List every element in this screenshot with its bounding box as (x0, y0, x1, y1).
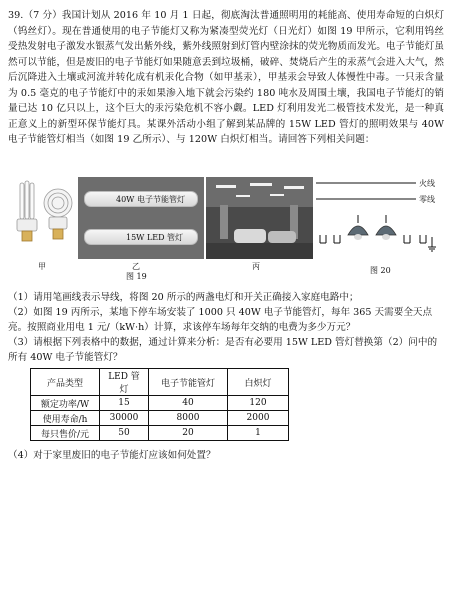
question-text: 我国计划从 2016 年 10 月 1 日起，彻底淘汰普通照明用的耗能高、使用寿命短的白炽灯（钨丝灯）。现在普通使用的电子节能灯又称为紧凑型荧光灯（日光灯）如图 19 甲所示，它利用钨丝受热发射电子激发水银蒸气发出紫外线，紫外线照射到灯管内壁涂抹的荧光物质而发光。电子节能灯虽然可以节能，但是废旧的电子节能灯如果随意丢到垃圾桶，破碎、焚烧后产生的汞蒸气会进入大气，然后沉降进入土壤或河流并转化成有机汞化合物（如甲基汞），甲基汞会导致人体慢性中毒。一只汞含量为 0.5 毫克的电子节能灯中的汞如果渗入地下就会污染约 180 吨水及周围土壤，我国电子节能灯的销量已达 10 亿只以上，这个巨大的汞污染危机不容小觑。LED 灯利用发光二极管技术发光，是一种真正意义上的新型环保节能灯具。某课外活动小组了解到某品牌的 15W LED 管灯的照明效果与 40W 电子节能管灯相当（如图 19 乙所示）、与 120W 白炽灯相当。请回答下列相关问题： (8, 10, 445, 145)
table-cell: 15 (100, 396, 149, 411)
question-number: 39. (8, 10, 24, 21)
table-cell: 20 (149, 426, 228, 441)
figure-label-jia: 甲 (38, 262, 46, 271)
question-points: （7 分） (23, 10, 62, 21)
table-row (31, 426, 289, 441)
figure-20-caption: 图 20 (370, 266, 391, 275)
figure-label-yi: 乙 (132, 262, 140, 271)
figure-label-bing: 丙 (252, 262, 260, 271)
table-row (31, 411, 289, 426)
live-wire-label: 火线 (419, 179, 435, 188)
spec-table (30, 368, 289, 441)
table-cell: 120 (228, 396, 289, 411)
table-header-cell: LED 管灯 (100, 369, 149, 396)
table-cell: 额定功率/W (31, 396, 100, 411)
table-cell: 使用寿命/h (31, 411, 100, 426)
table-header-cell: 电子节能管灯 (149, 369, 228, 396)
table-cell: 8000 (149, 411, 228, 426)
table-cell: 50 (100, 426, 149, 441)
subquestion-1: （1）请用笔画线表示导线，将图 20 所示的两盏电灯和开关正确接入家庭电路中； (8, 292, 359, 303)
table-cell: 每只售价/元 (31, 426, 100, 441)
table-cell: 2000 (228, 411, 289, 426)
table-row (31, 396, 289, 411)
table-header-cell: 产品类型 (31, 369, 100, 396)
lamp-right (376, 215, 396, 240)
table-header-row (31, 369, 289, 396)
table-header-cell: 白炽灯 (228, 369, 289, 396)
table-cell: 1 (228, 426, 289, 441)
tube-40w-label: 40W 电子节能管灯 (116, 195, 185, 204)
tube-15w-label: 15W LED 管灯 (126, 233, 184, 242)
table-cell: 30000 (100, 411, 149, 426)
subquestion-4: （4）对于家里废旧的电子节能灯应该如何处置？ (8, 450, 216, 461)
figure-19-caption: 图 19 (126, 272, 147, 281)
neutral-wire-label: 零线 (419, 195, 435, 204)
subquestion-2: （2）如图 19 丙所示，某地下停车场安装了 1000 只 40W 电子节能管灯，每年 365 天需要全天点亮。按照商业用电 1 元/（kW·h）计算，求该停车场每年交纳的电费为多少万元？ (8, 307, 433, 333)
figure-19-jia-image (12, 177, 78, 259)
figure-row (8, 177, 444, 282)
subquestion-3: （3）请根据下列表格中的数据，通过计算来分析：是否有必要用 15W LED 管灯替换第（2）问中的所有 40W 电子节能管灯？ (8, 337, 438, 363)
figure-19-yi-image (78, 177, 204, 259)
table-cell: 40 (149, 396, 228, 411)
figure-19-bing-image (206, 177, 313, 259)
question-39-body (8, 8, 444, 148)
lamp-left (348, 215, 368, 240)
figure-20-circuit (316, 177, 444, 259)
